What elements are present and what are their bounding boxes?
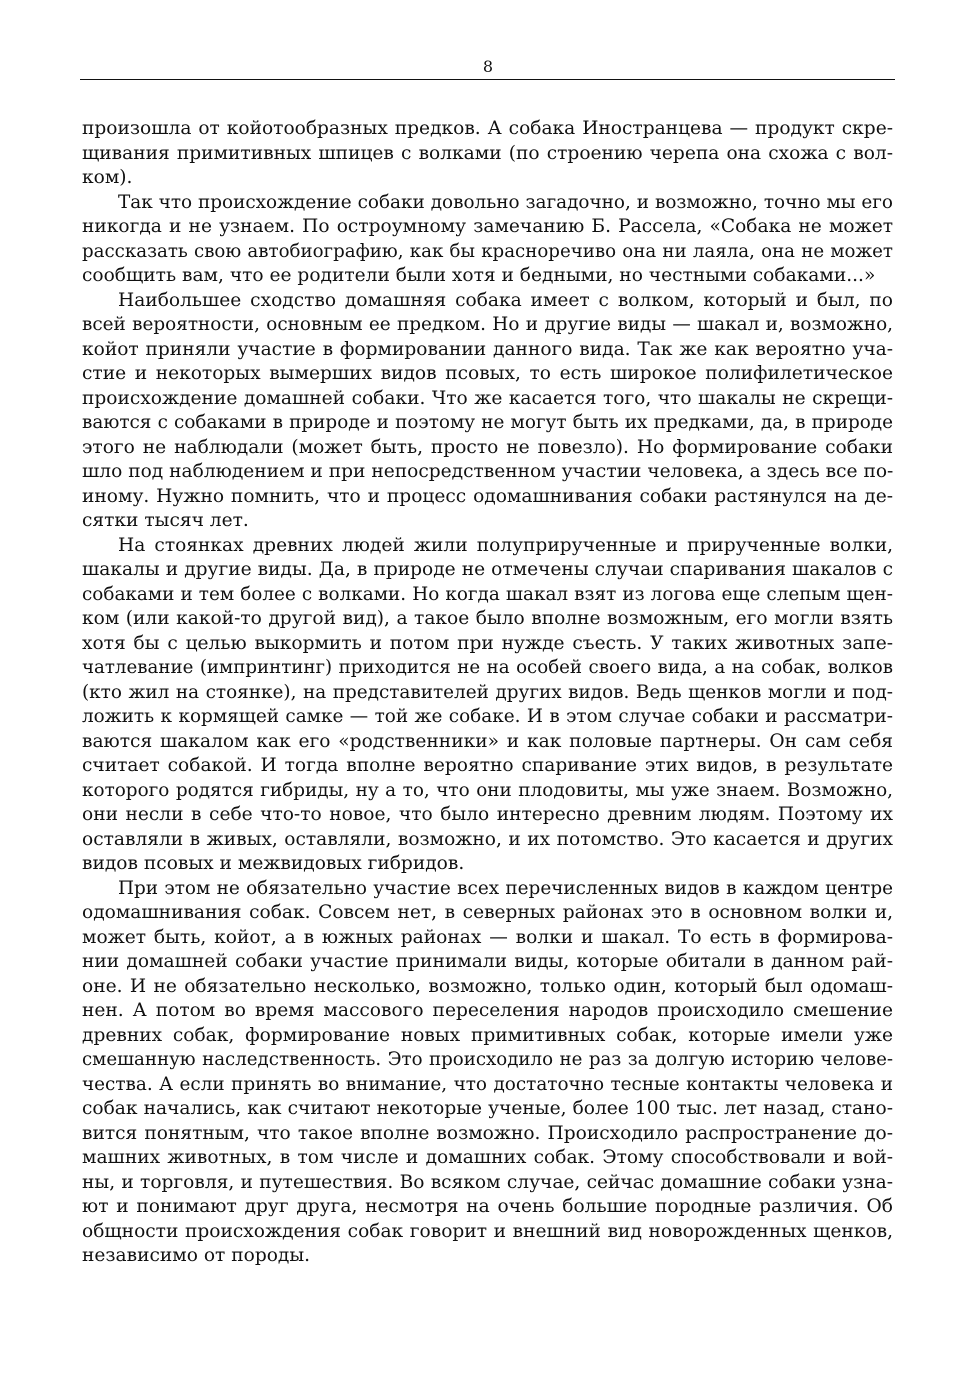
header-divider <box>80 79 895 80</box>
text-line: На стоянках древних людей жили полуприрученные и прирученные волки, <box>118 534 893 556</box>
text-line: этого не наблюдали (может быть, просто не повезло). Но формирование собаки <box>82 436 893 458</box>
text-line: нен. А потом во время массового переселения народов происходило смешение <box>82 1000 893 1021</box>
paragraph <box>82 289 893 534</box>
text-line: независимо от породы. <box>82 1245 311 1266</box>
text-line: иному. Нужно помнить, что и процесс одомашнивания собаки растянулся на де- <box>82 485 893 507</box>
text-line: рассказать свою автобиографию, как бы красноречиво она ни лаяла, она не может <box>82 240 893 262</box>
text-line: машних животных, в том числе и домашних собак. Этому способствовали и вой- <box>82 1147 893 1168</box>
text-line: ваются с собаками в природе и поэтому не могут быть их предками, да, в природе <box>82 412 893 433</box>
text-line: ваются шакалом как его «родственники» и как половые партнеры. Он сам себя <box>82 730 893 752</box>
text-line: щивания примитивных шпицев с волками (по строению черепа она схожа с вол- <box>82 142 893 164</box>
text-line: чатлевание (импринтинг) приходится не на особей своего вида, а на собак, волков <box>82 657 893 678</box>
paragraph <box>82 117 893 191</box>
text-line: древних собак, формирование новых примитивных собак, которые имели уже <box>82 1024 893 1046</box>
text-line: собаками и тем более с волками. Но когда шакал взят из логова еще слепым щен- <box>82 583 893 605</box>
text-line: видов псовых и межвидовых гибридов. <box>82 853 465 874</box>
text-line: происхождение домашней собаки. Что же касается того, что шакалы не скрещи- <box>82 387 893 409</box>
text-line: ком (или какой-то другой вид), а такое было вполне возможным, его могли взять <box>82 608 893 629</box>
text-line: При этом не обязательно участие всех перечисленных видов в каждом центре <box>118 877 893 899</box>
main-text <box>82 117 893 1269</box>
text-line: ложить к кормящей самке — той же собаке. И в этом случае собаки и рассматри- <box>82 706 893 727</box>
text-line: считает собакой. И тогда вполне вероятно спаривание этих видов, в результате <box>82 755 893 776</box>
text-line: ют и понимают друг друга, несмотря на очень большие породные различия. Об <box>82 1196 893 1217</box>
text-line: чества. А если принять во внимание, что достаточно тесные контакты человека и <box>82 1073 893 1095</box>
text-line: собак начались, как считают некоторые ученые, более 100 тыс. лет назад, стано- <box>82 1098 893 1119</box>
text-line: ком). <box>82 167 133 188</box>
text-line: которого родятся гибриды, ну а то, что они плодовиты, мы уже знаем. Возможно, <box>82 779 893 801</box>
text-line: общности происхождения собак говорит и внешний вид новорожденных щенков, <box>82 1220 893 1242</box>
text-line: ны, и торговля, и путешествия. Во всяком случае, сейчас домашние собаки узна- <box>82 1171 893 1193</box>
text-line: Наибольшее сходство домашняя собака имеет с волком, который и был, по <box>118 289 893 311</box>
text-line: оне. И не обязательно несколько, возможно, только один, который был одомаш- <box>82 975 893 997</box>
text-line: всей вероятности, основным ее предком. Но и другие виды — шакал и, возможно, <box>82 314 893 335</box>
page-number: 8 <box>482 57 494 76</box>
text-line: смешанную наследственность. Это происходило не раз за долгую историю челове- <box>82 1049 893 1070</box>
text-line: вится понятным, что такое вполне возможно. Происходило распространение до- <box>82 1122 893 1144</box>
text-line: сообщить вам, что ее родители были хотя и бедными, но честными собаками...» <box>82 265 876 286</box>
text-line: нии домашней собаки участие принимали виды, которые обитали в данном рай- <box>82 951 893 972</box>
text-line: койот приняли участие в формировании данного вида. Так же как вероятно уча- <box>82 338 893 360</box>
paragraph <box>82 191 893 289</box>
text-line: оставляли в живых, оставляли, возможно, и их потомство. Это касается и других <box>82 828 893 850</box>
text-line: Так что происхождение собаки довольно загадочно, и возможно, точно мы его <box>118 191 893 213</box>
text-line: стие и некоторых вымерших видов псовых, то есть широкое полифилетическое <box>82 363 893 384</box>
text-line: шакалы и другие виды. Да, в природе не отмечены случаи спаривания шакалов с <box>82 559 893 580</box>
paragraph <box>82 877 893 1269</box>
text-line: хотя бы с целью выкормить и потом при нужде съесть. У таких животных запе- <box>82 632 893 654</box>
text-line: (кто жил на стоянке), на представителей других видов. Ведь щенков могли и под- <box>82 681 893 703</box>
text-line: одомашнивания собак. Совсем нет, в северных районах это в основном волки и, <box>82 902 893 923</box>
text-line: может быть, койот, а в южных районах — волки и шакал. То есть в формирова- <box>82 926 893 948</box>
text-line: шло под наблюдением и при непосредственном участии человека, а здесь все по- <box>82 461 894 482</box>
text-line: они несли в себе что-то новое, что было интересно древним людям. Поэтому их <box>82 804 893 825</box>
text-line: произошла от койотообразных предков. А собака Иностранцева — продукт скре- <box>82 118 893 139</box>
paragraph <box>82 534 893 877</box>
text-line: сятки тысяч лет. <box>82 510 249 531</box>
text-line: никогда и не узнаем. По остроумному замечанию Б. Рассела, «Собака не может <box>82 216 893 237</box>
